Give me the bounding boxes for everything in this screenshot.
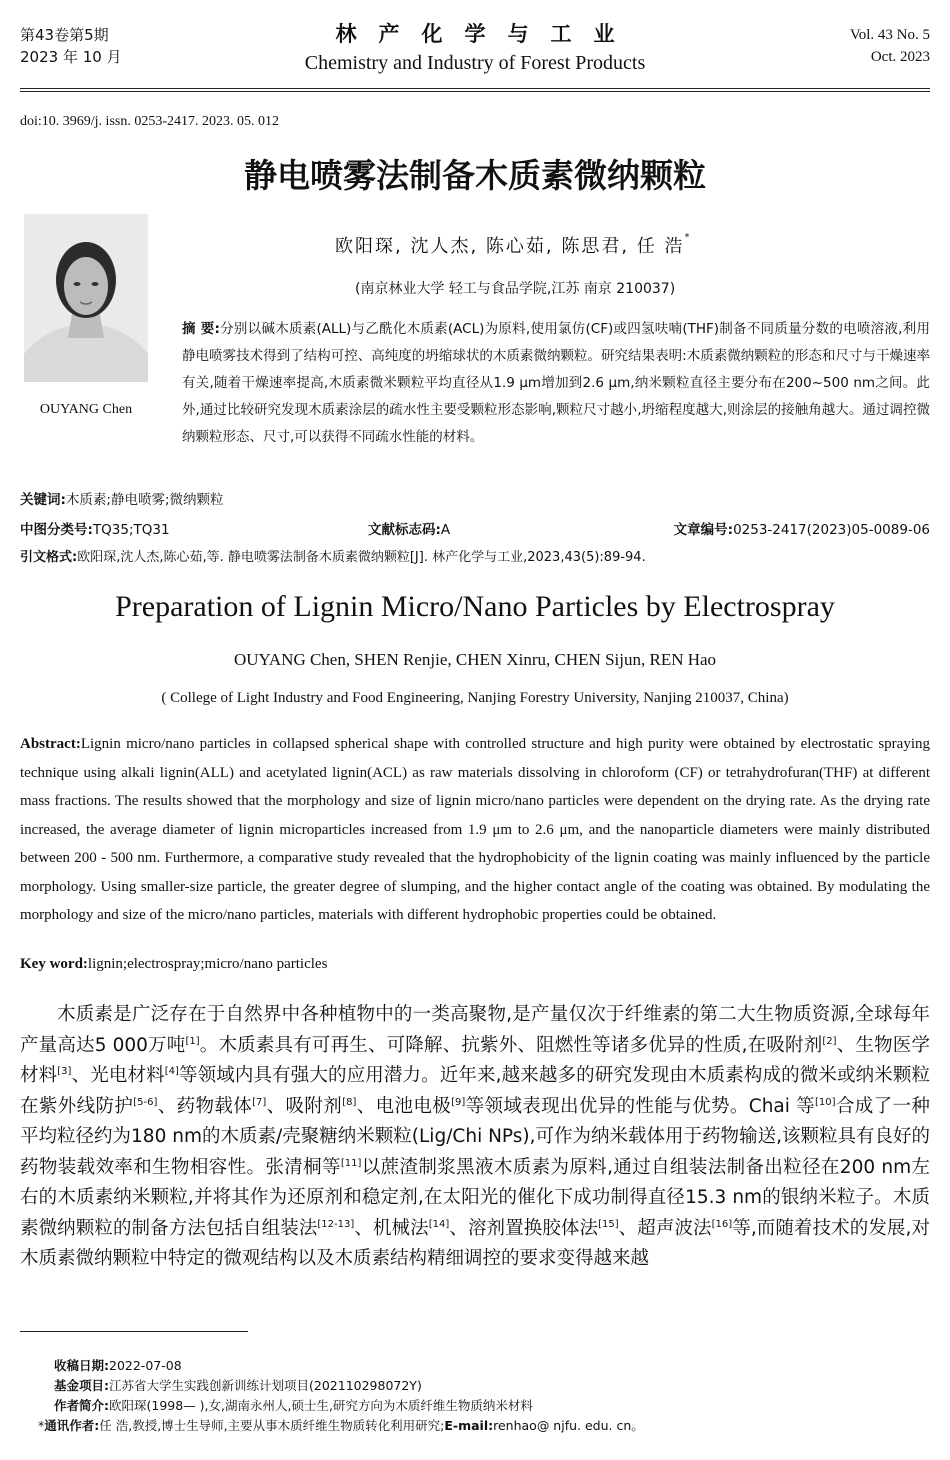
authors-en: OUYANG Chen, SHEN Renjie, CHEN Xinru, CHEN Sijun, REN Hao: [233, 650, 717, 669]
body-text: 、超声波法: [618, 1217, 712, 1239]
corr-mark: *: [38, 1418, 45, 1433]
citation-text: 欧阳琛,沈人杰,陈心茹,等. 静电喷雾法制备木质素微纳颗粒[J]. 林产化学与工业,2023,43(5):89-94.: [77, 550, 646, 565]
header-rule-top: [20, 88, 930, 89]
reference-mark: [11]: [340, 1157, 362, 1169]
keywords-en-text: lignin;electrospray;micro/nano particles: [87, 956, 328, 972]
abstract-en: [20, 730, 930, 930]
body-text: 、生物医学材料: [20, 1034, 930, 1086]
reference-mark: [2]: [822, 1035, 837, 1047]
reference-mark: [3]: [57, 1065, 72, 1077]
body-text: 等领域内具有强大的应用潜力。近年来,越来越多的研究发现由木质素构成的微米或纳米颗粒在紫外线防护: [20, 1065, 930, 1117]
body-text: 合成了一种平均粒径约为180 nm的木质素/壳聚糖纳米颗粒(Lig/Chi NPs),可作为纳米载体用于药物输送,该颗粒具有良好的药物装载效率和生物相容性。张清桐等: [20, 1095, 930, 1178]
keywords-cn-label: 关键词:: [20, 492, 66, 508]
body-text: 、溶剂置换胶体法: [449, 1217, 599, 1239]
clc-label: 中图分类号:: [20, 522, 93, 538]
keywords-en-label: Key word:: [20, 956, 88, 972]
corresponding-mark: *: [684, 232, 692, 243]
reference-mark: [15]: [598, 1218, 619, 1230]
keywords-cn: [20, 488, 224, 508]
body-text: 、吸附剂: [266, 1095, 343, 1117]
reference-mark: [7]: [252, 1096, 267, 1108]
body-text: 木质素是广泛存在于自然界中各种植物中的一类高聚物,是产量仅次于纤维素的第二大生物质资源,全球每年产量高达5 000万吨: [20, 1004, 930, 1056]
fund-value: 江苏省大学生实践创新训练计划项目(202110298072Y): [109, 1378, 422, 1393]
received-value: 2022-07-08: [109, 1358, 182, 1373]
citation-label: 引文格式:: [20, 550, 78, 565]
body-text: 、光电材料: [71, 1065, 165, 1086]
photo-caption: OUYANG Chen: [39, 402, 133, 417]
body-text: 以蔗渣制浆黑液木质素为原料,通过自组装法制备出粒径在200 nm左右的木质素纳米颗粒,并将其作为还原剂和稳定剂,在太阳光的催化下成功制得直径15.3 nm的银纳米粒子。木质素微纳颗粒的制备方法包括自组装法: [20, 1156, 930, 1239]
reference-mark: [8]: [342, 1096, 357, 1108]
article-number-value: 0253-2417(2023)05-0089-06: [733, 522, 930, 538]
authors-cn-names: 欧阳琛, 沈人杰, 陈心茹, 陈思君, 任 浩: [335, 236, 685, 257]
reference-mark: [10]: [815, 1096, 836, 1108]
journal-name-cn: 林产化学与工业: [335, 22, 637, 46]
journal-issue-cn: [20, 24, 122, 68]
abstract-en-text: Lignin micro/nano particles in collapsed spherical shape with controlled structure and high purity were obtained by electrostatic spraying technique using alkali lignin(ALL) and acetylated lignin(ACL) as raw materials dissolving in chloroform (CF) or tetrahydrofuran(THF) at different mass fractions. The results showed that the morphology and size of lignin micro/nano particles were dependent on the drying rate. As the drying rate increased, the average diameter of lignin microparticles increased from 1.9 μm to 2.6 μm, and the nanoparticle diameters were mainly distributed between 200 - 500 nm. Furthermore, a comparative study revealed that the hydrophobicity of the lignin coating was mainly influenced by the particle morphology. Using smaller-size particle, the greater degree of slumping, and the higher contact angle of the coating was obtained. By modulating the morphology and size of the micro/nano particles, materials with different hydrophobic properties could be obtained.: [20, 736, 930, 923]
photo-wrap-space: [20, 316, 182, 448]
doc-code-value: A: [440, 522, 451, 538]
page-title-cn: 静电喷雾法制备木质素微纳颗粒: [244, 156, 706, 195]
corr-label: 通讯作者:: [44, 1418, 100, 1433]
doc-code-label: 文献标志码:: [368, 522, 441, 538]
clc-value: TQ35;TQ31: [92, 522, 170, 538]
body-text: 、电池电极: [356, 1095, 452, 1117]
body-paragraph: [20, 1000, 930, 1275]
abstract-en-label: Abstract:: [20, 736, 81, 752]
body-text: 、药物载体: [157, 1095, 253, 1117]
page-title-en: Preparation of Lignin Micro/Nano Particles by Electrospray: [115, 590, 835, 623]
journal-name: [250, 18, 700, 75]
email-value: renhao@ njfu. edu. cn。: [493, 1418, 644, 1433]
affiliation-cn: (南京林业大学 轻工与食品学院,江苏 南京 210037): [355, 281, 676, 297]
clc-number: [20, 518, 170, 538]
abstract-cn: [20, 316, 930, 451]
footnote-fund: [22, 1376, 932, 1395]
article-number: [674, 518, 930, 538]
authors-cn: [335, 232, 692, 258]
header-rule-bottom: [20, 91, 930, 92]
reference-mark: [5-6]: [133, 1096, 158, 1108]
abstract-cn-text: 分别以碱木质素(ALL)与乙酰化木质素(ACL)为原料,使用氯仿(CF)或四氢呋喃(THF)制备不同质量分数的电喷溶液,利用静电喷雾技术得到了结构可控、高纯度的坍缩球状的木质素微纳颗粒。研究结果表明:木质素微纳颗粒的形态和尺寸与干燥速率有关,随着干燥速率提高,木质素微米颗粒平均直径从1.9 μm增加到2.6 μm,纳米颗粒直径主要分布在200~500 nm之间。此外,通过比较研究发现木质素涂层的疏水性主要受颗粒形态影响,颗粒尺寸越小,坍缩程度越大,则涂层的接触角越大。通过调控微纳颗粒形态、尺寸,可以获得不同疏水性能的材料。: [182, 321, 930, 445]
reference-mark: [16]: [711, 1218, 733, 1230]
body-text: 等领域表现出优异的性能与优势。Chai 等: [465, 1095, 816, 1117]
document-code: [368, 518, 450, 538]
journal-issue-en: [850, 24, 930, 68]
author-bio-value: 欧阳琛(1998— ),女,湖南永州人,硕士生,研究方向为木质纤维生物质纳米材料: [109, 1398, 533, 1413]
article-number-label: 文章编号:: [673, 522, 734, 538]
journal-name-en: Chemistry and Industry of Forest Products: [304, 52, 646, 74]
received-label: 收稿日期:: [54, 1358, 109, 1373]
reference-mark: [14]: [428, 1218, 450, 1230]
email-label: E-mail:: [444, 1418, 494, 1433]
author-bio-label: 作者简介:: [54, 1398, 109, 1413]
footnote-author: [22, 1396, 932, 1415]
corr-value: 任 浩,教授,博士生导师,主要从事木质纤维生物质转化利用研究;: [99, 1418, 445, 1433]
volume-en: Vol. 43 No. 5: [849, 27, 930, 43]
keywords-cn-text: 木质素;静电喷雾;微纳颗粒: [65, 492, 224, 508]
footnote-rule: [20, 1331, 248, 1332]
reference-mark: [9]: [451, 1096, 466, 1108]
fund-label: 基金项目:: [54, 1378, 109, 1393]
keywords-en: [20, 956, 327, 973]
reference-mark: [12-13]: [317, 1218, 355, 1230]
doi: doi:10. 3969/j. issn. 0253-2417. 2023. 05. 012: [20, 114, 280, 129]
volume-cn: 第43卷第5期: [20, 26, 109, 44]
abstract-cn-label: 摘 要:: [182, 321, 220, 337]
affiliation-en: ( College of Light Industry and Food Engineering, Nanjing Forestry University, Nanjing 210037, China): [161, 690, 789, 706]
citation: [20, 546, 646, 565]
body-text: 等,而随着技术的发展,对木质素微纳颗粒中特定的微观结构以及木质素结构精细调控的要求变得越来越: [20, 1217, 930, 1269]
body-text: 、机械法: [354, 1217, 429, 1239]
body-text: 。木质素具有可再生、可降解、抗紫外、阻燃性等诸多优异的性质,在吸附剂: [199, 1034, 823, 1056]
footnote-corresponding: [22, 1416, 932, 1435]
date-cn: 2023 年 10 月: [20, 48, 122, 66]
reference-mark: [1]: [185, 1035, 200, 1047]
date-en: Oct. 2023: [870, 49, 930, 65]
reference-mark: [4]: [164, 1065, 179, 1077]
footnote-received: [22, 1356, 932, 1375]
